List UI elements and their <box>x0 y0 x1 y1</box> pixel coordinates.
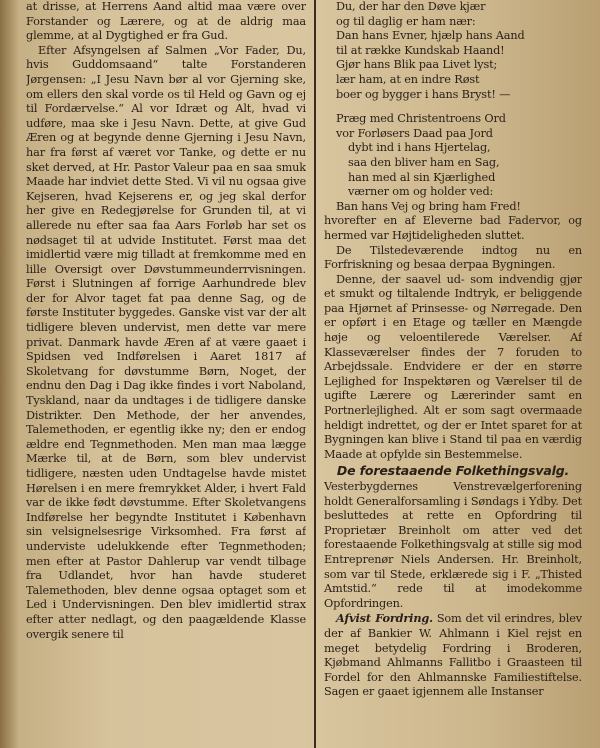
section-heading: De forestaaende Folkethingsvalg. <box>336 463 570 479</box>
verse-line: og til daglig er ham nær: <box>336 14 476 28</box>
verse-line: Dan hans Evner, hjælp hans Aand <box>336 29 525 43</box>
verse-line: værner om og holder ved: <box>348 185 494 199</box>
verse-line: Du, der har den Døve kjær <box>336 0 486 13</box>
verse-line: Gjør hans Blik paa Livet lyst; <box>336 58 498 72</box>
page-shadow-edge <box>0 0 18 748</box>
verse-line: Ban hans Vej og bring ham Fred! <box>336 199 521 213</box>
verse-line: lær ham, at en indre Røst <box>336 72 480 86</box>
left-column <box>26 0 306 748</box>
verse-line: vor Forløsers Daad paa Jord <box>336 126 493 140</box>
stanza-gap <box>324 102 582 112</box>
verse-line: til at række Kundskab Haand! <box>336 43 505 57</box>
verse-line: boer og bygger i hans Bryst! — <box>336 87 511 101</box>
verse-line: Præg med Christentroens Ord <box>336 112 506 126</box>
article-paragraph: hvorefter en af Eleverne bad Fadervor, og hermed var Højtideligheden sluttet. <box>324 214 582 242</box>
verse-line: saa den bliver ham en Sag, <box>348 155 500 169</box>
verse-line: han med al sin Kjærlighed <box>348 170 496 184</box>
article-paragraph: De Tilstedeværende indtog nu en Forfriskning og besaa derpaa Bygningen. <box>324 243 582 272</box>
hymn-verse-2 <box>324 112 582 214</box>
article-paragraph: Denne, der saavel ud- som indvendig gjør et smukt og tiltalende Indtryk, er beliggende paa Hjørnet af Prinsesse- og Nørregade. Den er opført i en Etage og tæller en Mængde høje og veloentilerede Værelser. Af Klasseværelser findes der 7 foruden to Arbejdssale. Endvidere er der en større Lejlighed for Inspektøren og Værelser til de ugifte Lærere og Lærerinder samt en Portnerlejlighed. Alt er som sagt overmaade heldigt indrettet, og der er Intet sparet for at Bygningen kan blive i Stand til paa en værdig Maade at opfylde sin Bestemmelse. <box>324 272 582 461</box>
article-paragraph: Efter Afsyngelsen af Salmen „Vor Fader, Du, hvis Guddomsaand“ talte Forstanderen Jørgensen: „I Jesu Navn bør al vor Gjerning ske, om ellers den skal vorde os til Held og Gavn og ej til Fordærvelse.“ Al vor Idræt og Alt, hvad vi udføre, maa ske i Jesu Navn. Dette, at give Gud Æren og at begynde denne Gjerning i Jesu Navn, har fra først af været vor Tanke, og dette er nu sket derved, at Hr. Pastor Valeur paa en saa smuk Maade har indviet dette Sted. Vi vil nu ogsaa give Kejseren, hvad Kejserens er, og jeg skal derfor her give en Redegjørelse for Grunden til, at vi allerede nu efter saa faa Aars Forløb har set os nødsaget til at udvide Institutet. Først maa det imidlertid være mig tilladt at fremkomme med en lille Oversigt over Døvstummeunderrvisningen. Først i Slutningen af forrige Aarhundrede blev der for Alvor taget fat paa denne Sag, og de første Instituter byggedes. Ganske vist var der alt tidligere bleven undervist, men dette var mere privat. Danmark havde Æren af at være gaaet i Spidsen ved Indførelsen i Aaret 1817 af Skoletvang for døvstumme Børn, Noget, der endnu den Dag i Dag ikke findes i vort Naboland, Tyskland, naar da undtages i de tidligere danske Distrikter. Den Methode, der her anvendes, Talemethoden, er egentlig ikke ny; den er endog ældre end Tegnmethoden. Men man maa lægge Mærke til, at de Børn, som blev undervist tidligere, næsten uden Undtagelse havde mistet Hørelsen i en mere fremrykket Alder, i hvert Fald var de ikke født døvstumme. Efter Skoletvangens Indførelse her begyndte Institutet i København sin velsignelsesrige Virksomhed. Fra først af underviste udelukkende efter Tegnmethoden; men efter at Pastor Dahlerup var vendt tilbage fra Udlandet, hvor han havde studeret Talemethoden, blev denne ogsaa optaget som et Led i Undervisningen. Den blev imidlertid strax efter atter nedlagt, og den paagældende Klasse overgik senere til <box>26 43 306 641</box>
runin-heading: Afvist Fordring. <box>336 611 433 626</box>
article-paragraph <box>324 611 582 700</box>
article-text: Som det vil erindres, blev der af Bankier W. Ahlmann i Kiel rejst en meget betydelig Fordring i Broderen, Kjøbmand Ahlmanns Fallitbo i Graasteen til Fordel for den Ahlmannske Familiestiftelse. Sagen er gaaet igjennem alle Instanser <box>324 612 582 699</box>
verse-line: dybt ind i hans Hjertelag, <box>348 141 491 155</box>
article-paragraph: at drisse, at Herrens Aand altid maa være over Forstander og Lærere, og at de aldrig maa glemme, at al Dygtighed er fra Gud. <box>26 0 306 43</box>
article-paragraph: Vesterbygdernes Venstrevælgerforening holdt Generalforsamling i Søndags i Ydby. Det besluttedes at rette en Opfordring til Proprietær Breinholt om atter ved det forestaaende Folkethingsvalg at stille sig mod Entreprenør Niels Andersen. Hr. Breinholt, som var til Stede, erklærede sig i F. „Thisted Amtstid.“ rede til at imodekomme Opfordringen. <box>324 480 582 610</box>
right-column <box>324 0 582 748</box>
column-rule <box>314 0 316 748</box>
hymn-verse-1 <box>324 0 582 102</box>
